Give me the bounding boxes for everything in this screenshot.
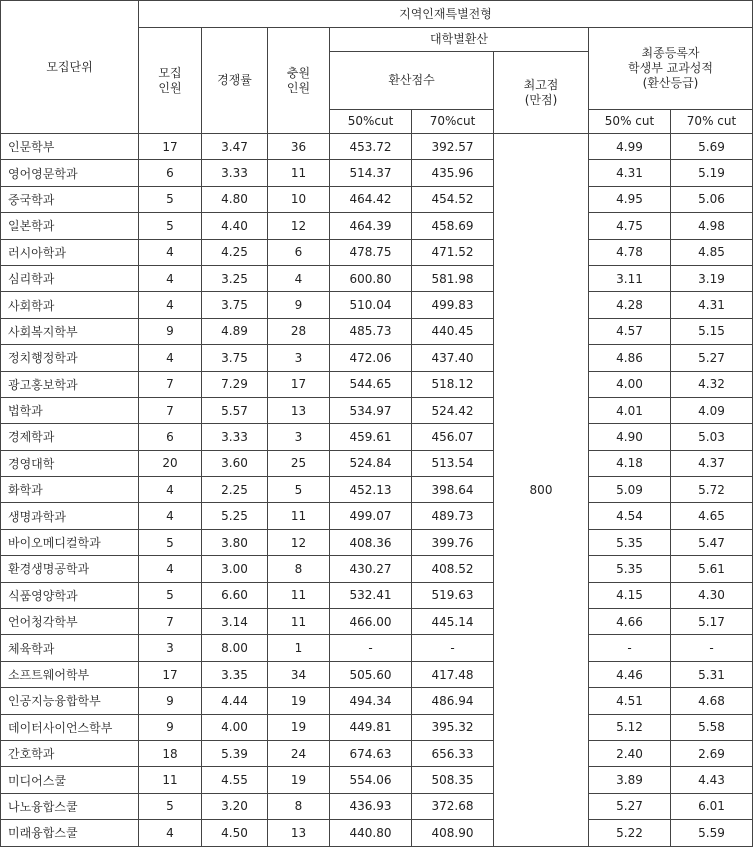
- cell-unit: 식품영양학과: [1, 582, 139, 608]
- cell-grade-50: 5.35: [589, 556, 671, 582]
- cell-quota: 5: [139, 582, 202, 608]
- cell-quota: 4: [139, 556, 202, 582]
- cell-grade-50: 4.95: [589, 186, 671, 212]
- cell-unit: 체육학과: [1, 635, 139, 661]
- cell-score-70: 417.48: [412, 661, 494, 687]
- cell-grade-50: 5.09: [589, 477, 671, 503]
- cell-competition: 3.80: [202, 529, 268, 555]
- cell-unit: 인문학부: [1, 134, 139, 160]
- cell-score-70: 445.14: [412, 609, 494, 635]
- cell-grade-50: 4.54: [589, 503, 671, 529]
- cell-fill: 36: [268, 134, 330, 160]
- cell-score-50: 532.41: [330, 582, 412, 608]
- cell-score-50: 499.07: [330, 503, 412, 529]
- cell-grade-70: 4.09: [671, 397, 753, 423]
- cell-fill: 11: [268, 503, 330, 529]
- cell-fill: 6: [268, 239, 330, 265]
- cell-competition: 3.35: [202, 661, 268, 687]
- cell-score-70: 399.76: [412, 529, 494, 555]
- cell-score-70: 518.12: [412, 371, 494, 397]
- cell-score-50: 674.63: [330, 740, 412, 766]
- cell-fill: 4: [268, 265, 330, 291]
- cell-fill: 8: [268, 793, 330, 819]
- cell-quota: 7: [139, 609, 202, 635]
- cell-score-50: 464.39: [330, 213, 412, 239]
- cell-score-50: 440.80: [330, 820, 412, 846]
- cell-grade-50: 5.22: [589, 820, 671, 846]
- table-row: [1, 740, 753, 766]
- cell-grade-50: 4.99: [589, 134, 671, 160]
- cell-grade-70: 4.32: [671, 371, 753, 397]
- cell-competition: 4.89: [202, 318, 268, 344]
- cell-score-70: 513.54: [412, 450, 494, 476]
- cell-fill: 24: [268, 740, 330, 766]
- cell-competition: 5.25: [202, 503, 268, 529]
- cell-grade-70: 4.98: [671, 213, 753, 239]
- header-converted-score: 환산점수: [330, 52, 494, 110]
- cell-unit: 법학과: [1, 397, 139, 423]
- cell-grade-70: 5.58: [671, 714, 753, 740]
- header-cut70-grade: 70% cut: [671, 110, 753, 134]
- cell-grade-50: 3.11: [589, 265, 671, 291]
- cell-competition: 4.00: [202, 714, 268, 740]
- cell-competition: 4.80: [202, 186, 268, 212]
- cell-unit: 일본학과: [1, 213, 139, 239]
- cell-grade-50: -: [589, 635, 671, 661]
- cell-grade-50: 4.01: [589, 397, 671, 423]
- cell-grade-50: 5.27: [589, 793, 671, 819]
- cell-grade-50: 4.66: [589, 609, 671, 635]
- cell-quota: 11: [139, 767, 202, 793]
- cell-score-70: 519.63: [412, 582, 494, 608]
- header-group-title: 지역인재특별전형: [139, 1, 753, 28]
- cell-quota: 5: [139, 529, 202, 555]
- table-row: [1, 450, 753, 476]
- header-cut50-grade: 50% cut: [589, 110, 671, 134]
- cell-quota: 9: [139, 318, 202, 344]
- table-row: [1, 661, 753, 687]
- cell-fill: 13: [268, 397, 330, 423]
- cell-score-70: 486.94: [412, 688, 494, 714]
- cell-grade-50: 4.18: [589, 450, 671, 476]
- cell-score-50: 494.34: [330, 688, 412, 714]
- cell-grade-70: 6.01: [671, 793, 753, 819]
- cell-grade-50: 4.28: [589, 292, 671, 318]
- cell-score-70: 408.90: [412, 820, 494, 846]
- cell-grade-70: 4.37: [671, 450, 753, 476]
- cell-competition: 3.75: [202, 292, 268, 318]
- cell-quota: 6: [139, 424, 202, 450]
- cell-score-50: 449.81: [330, 714, 412, 740]
- cell-unit: 중국학과: [1, 186, 139, 212]
- table-header: [1, 1, 753, 134]
- cell-unit: 생명과학과: [1, 503, 139, 529]
- cell-quota: 20: [139, 450, 202, 476]
- cell-grade-50: 3.89: [589, 767, 671, 793]
- cell-competition: 8.00: [202, 635, 268, 661]
- table-row: [1, 424, 753, 450]
- cell-quota: 4: [139, 292, 202, 318]
- table-row: [1, 345, 753, 371]
- cell-score-50: 430.27: [330, 556, 412, 582]
- cell-grade-50: 4.75: [589, 213, 671, 239]
- cell-score-50: 464.42: [330, 186, 412, 212]
- cell-quota: 3: [139, 635, 202, 661]
- cell-grade-50: 4.78: [589, 239, 671, 265]
- cell-unit: 경영대학: [1, 450, 139, 476]
- cell-fill: 19: [268, 714, 330, 740]
- cell-unit: 바이오메디컬학과: [1, 529, 139, 555]
- header-cut50-score: 50%cut: [330, 110, 412, 134]
- cell-score-50: 436.93: [330, 793, 412, 819]
- header-univ-convert: 대학별환산: [330, 28, 589, 52]
- cell-grade-70: 4.68: [671, 688, 753, 714]
- cell-score-70: 395.32: [412, 714, 494, 740]
- cell-score-50: 453.72: [330, 134, 412, 160]
- header-cut70-score: 70%cut: [412, 110, 494, 134]
- cell-grade-70: 2.69: [671, 740, 753, 766]
- cell-score-50: 534.97: [330, 397, 412, 423]
- cell-unit: 미래융합스쿨: [1, 820, 139, 846]
- cell-fill: 8: [268, 556, 330, 582]
- cell-competition: 6.60: [202, 582, 268, 608]
- cell-unit: 광고홍보학과: [1, 371, 139, 397]
- cell-grade-70: 5.61: [671, 556, 753, 582]
- table-row: [1, 635, 753, 661]
- cell-score-70: 581.98: [412, 265, 494, 291]
- cell-score-50: 554.06: [330, 767, 412, 793]
- cell-grade-70: 4.30: [671, 582, 753, 608]
- cell-unit: 간호학과: [1, 740, 139, 766]
- header-max-score: 최고점 (만점): [494, 52, 589, 134]
- cell-quota: 5: [139, 793, 202, 819]
- cell-unit: 소프트웨어학부: [1, 661, 139, 687]
- table-row: [1, 820, 753, 846]
- cell-fill: 10: [268, 186, 330, 212]
- cell-grade-50: 4.46: [589, 661, 671, 687]
- cell-score-70: 458.69: [412, 213, 494, 239]
- cell-grade-70: 4.65: [671, 503, 753, 529]
- cell-unit: 나노융합스쿨: [1, 793, 139, 819]
- cell-competition: 3.33: [202, 424, 268, 450]
- cell-unit: 정치행정학과: [1, 345, 139, 371]
- cell-fill: 17: [268, 371, 330, 397]
- cell-score-70: 437.40: [412, 345, 494, 371]
- cell-grade-50: 4.31: [589, 160, 671, 186]
- cell-quota: 5: [139, 186, 202, 212]
- header-fill: 충원 인원: [268, 28, 330, 134]
- cell-score-70: 408.52: [412, 556, 494, 582]
- cell-fill: 3: [268, 424, 330, 450]
- cell-score-70: 372.68: [412, 793, 494, 819]
- table-row: [1, 318, 753, 344]
- table-row: [1, 793, 753, 819]
- cell-competition: 4.44: [202, 688, 268, 714]
- cell-score-50: 514.37: [330, 160, 412, 186]
- cell-score-70: 440.45: [412, 318, 494, 344]
- cell-grade-50: 4.86: [589, 345, 671, 371]
- cell-grade-70: 5.72: [671, 477, 753, 503]
- header-quota: 모집 인원: [139, 28, 202, 134]
- cell-fill: 11: [268, 582, 330, 608]
- cell-fill: 19: [268, 688, 330, 714]
- cell-quota: 7: [139, 371, 202, 397]
- cell-score-50: 466.00: [330, 609, 412, 635]
- cell-competition: 3.00: [202, 556, 268, 582]
- cell-quota: 17: [139, 134, 202, 160]
- cell-competition: 3.20: [202, 793, 268, 819]
- cell-quota: 4: [139, 265, 202, 291]
- cell-grade-50: 5.12: [589, 714, 671, 740]
- cell-grade-50: 4.51: [589, 688, 671, 714]
- cell-grade-50: 2.40: [589, 740, 671, 766]
- header-competition: 경쟁률: [202, 28, 268, 134]
- cell-fill: 3: [268, 345, 330, 371]
- cell-score-50: 408.36: [330, 529, 412, 555]
- cell-competition: 4.25: [202, 239, 268, 265]
- cell-fill: 28: [268, 318, 330, 344]
- table-row: [1, 609, 753, 635]
- table-row: [1, 397, 753, 423]
- cell-quota: 17: [139, 661, 202, 687]
- cell-score-70: 499.83: [412, 292, 494, 318]
- cell-grade-70: 5.31: [671, 661, 753, 687]
- cell-score-50: 459.61: [330, 424, 412, 450]
- cell-grade-70: -: [671, 635, 753, 661]
- cell-score-50: 510.04: [330, 292, 412, 318]
- cell-score-50: 544.65: [330, 371, 412, 397]
- cell-score-70: 435.96: [412, 160, 494, 186]
- cell-quota: 5: [139, 213, 202, 239]
- cell-unit: 데이터사이언스학부: [1, 714, 139, 740]
- cell-score-70: 508.35: [412, 767, 494, 793]
- cell-grade-50: 4.57: [589, 318, 671, 344]
- table-row: [1, 529, 753, 555]
- cell-quota: 18: [139, 740, 202, 766]
- cell-grade-70: 5.15: [671, 318, 753, 344]
- cell-grade-70: 4.85: [671, 239, 753, 265]
- header-unit: 모집단위: [1, 1, 139, 134]
- cell-quota: 4: [139, 503, 202, 529]
- cell-quota: 6: [139, 160, 202, 186]
- cell-quota: 4: [139, 820, 202, 846]
- cell-score-70: 656.33: [412, 740, 494, 766]
- cell-fill: 1: [268, 635, 330, 661]
- cell-grade-70: 5.17: [671, 609, 753, 635]
- cell-grade-70: 5.59: [671, 820, 753, 846]
- table-row: [1, 213, 753, 239]
- table-body: [1, 134, 753, 847]
- cell-competition: 7.29: [202, 371, 268, 397]
- table-row: [1, 265, 753, 291]
- cell-competition: 4.50: [202, 820, 268, 846]
- cell-grade-50: 4.90: [589, 424, 671, 450]
- cell-score-50: 524.84: [330, 450, 412, 476]
- cell-grade-70: 5.69: [671, 134, 753, 160]
- cell-competition: 4.40: [202, 213, 268, 239]
- cell-fill: 25: [268, 450, 330, 476]
- cell-fill: 5: [268, 477, 330, 503]
- cell-score-50: 600.80: [330, 265, 412, 291]
- cell-score-70: 489.73: [412, 503, 494, 529]
- cell-score-50: 472.06: [330, 345, 412, 371]
- cell-grade-70: 5.19: [671, 160, 753, 186]
- cell-fill: 11: [268, 160, 330, 186]
- cell-unit: 러시아학과: [1, 239, 139, 265]
- table-row: [1, 292, 753, 318]
- cell-fill: 34: [268, 661, 330, 687]
- cell-quota: 9: [139, 714, 202, 740]
- cell-score-70: 456.07: [412, 424, 494, 450]
- table-row: [1, 503, 753, 529]
- cell-grade-50: 5.35: [589, 529, 671, 555]
- cell-score-50: -: [330, 635, 412, 661]
- cell-score-70: 454.52: [412, 186, 494, 212]
- cell-unit: 미디어스쿨: [1, 767, 139, 793]
- cell-competition: 2.25: [202, 477, 268, 503]
- cell-quota: 4: [139, 239, 202, 265]
- cell-quota: 9: [139, 688, 202, 714]
- table-row: [1, 477, 753, 503]
- table-row: [1, 186, 753, 212]
- cell-unit: 심리학과: [1, 265, 139, 291]
- cell-fill: 12: [268, 529, 330, 555]
- cell-unit: 영어영문학과: [1, 160, 139, 186]
- header-final-grade: 최종등록자 학생부 교과성적 (환산등급): [589, 28, 753, 110]
- cell-unit: 경제학과: [1, 424, 139, 450]
- cell-max-score: 800: [494, 134, 589, 847]
- cell-competition: 3.75: [202, 345, 268, 371]
- cell-quota: 4: [139, 345, 202, 371]
- table-row: [1, 371, 753, 397]
- cell-fill: 12: [268, 213, 330, 239]
- cell-unit: 언어청각학부: [1, 609, 139, 635]
- cell-score-70: 471.52: [412, 239, 494, 265]
- cell-competition: 3.25: [202, 265, 268, 291]
- cell-quota: 4: [139, 477, 202, 503]
- cell-grade-70: 4.31: [671, 292, 753, 318]
- cell-fill: 13: [268, 820, 330, 846]
- cell-competition: 3.47: [202, 134, 268, 160]
- cell-competition: 3.14: [202, 609, 268, 635]
- cell-competition: 4.55: [202, 767, 268, 793]
- cell-fill: 9: [268, 292, 330, 318]
- cell-competition: 3.60: [202, 450, 268, 476]
- table-row: [1, 714, 753, 740]
- cell-grade-50: 4.00: [589, 371, 671, 397]
- cell-score-50: 478.75: [330, 239, 412, 265]
- cell-competition: 5.39: [202, 740, 268, 766]
- table-row: [1, 239, 753, 265]
- cell-grade-70: 5.27: [671, 345, 753, 371]
- table-row: [1, 556, 753, 582]
- cell-score-70: -: [412, 635, 494, 661]
- cell-quota: 7: [139, 397, 202, 423]
- table-row: [1, 767, 753, 793]
- table-row: [1, 134, 753, 160]
- cell-unit: 화학과: [1, 477, 139, 503]
- cell-score-70: 524.42: [412, 397, 494, 423]
- cell-score-70: 392.57: [412, 134, 494, 160]
- cell-score-50: 505.60: [330, 661, 412, 687]
- cell-score-50: 452.13: [330, 477, 412, 503]
- cell-grade-70: 5.03: [671, 424, 753, 450]
- table-row: [1, 582, 753, 608]
- cell-unit: 환경생명공학과: [1, 556, 139, 582]
- cell-grade-70: 3.19: [671, 265, 753, 291]
- cell-grade-70: 5.06: [671, 186, 753, 212]
- cell-fill: 19: [268, 767, 330, 793]
- cell-grade-50: 4.15: [589, 582, 671, 608]
- cell-grade-70: 4.43: [671, 767, 753, 793]
- table-row: [1, 160, 753, 186]
- cell-score-50: 485.73: [330, 318, 412, 344]
- cell-unit: 사회학과: [1, 292, 139, 318]
- cell-unit: 사회복지학부: [1, 318, 139, 344]
- cell-grade-70: 5.47: [671, 529, 753, 555]
- cell-competition: 3.33: [202, 160, 268, 186]
- cell-competition: 5.57: [202, 397, 268, 423]
- table-row: [1, 688, 753, 714]
- cell-unit: 인공지능융합학부: [1, 688, 139, 714]
- cell-fill: 11: [268, 609, 330, 635]
- cell-score-70: 398.64: [412, 477, 494, 503]
